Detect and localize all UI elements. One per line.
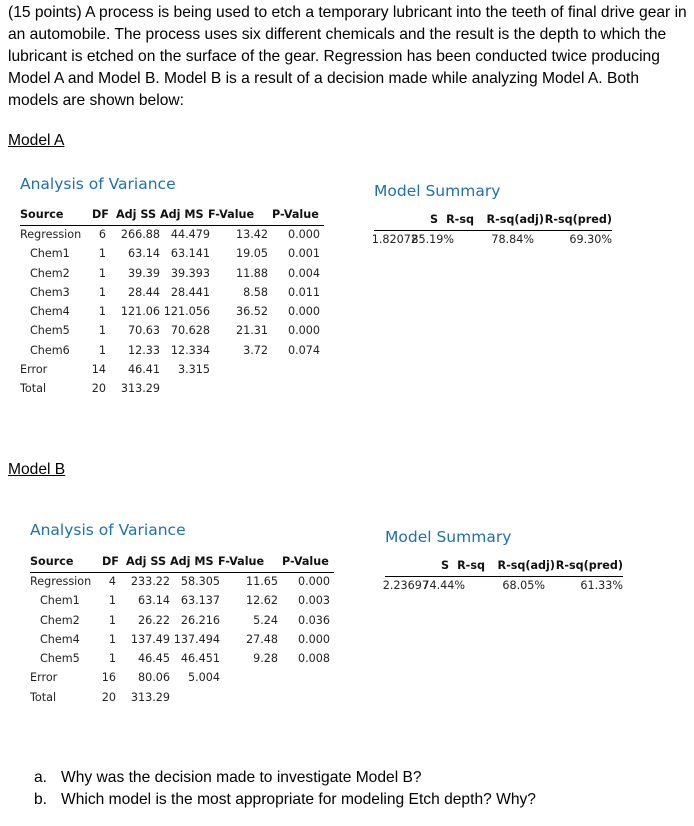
model-b-anova-cell: 0.003 xyxy=(297,594,330,608)
model-b-anova-cell: Chem4 xyxy=(40,632,80,646)
model-a-anova-row xyxy=(20,265,324,284)
model-a-summary-value: 78.84% xyxy=(491,233,534,246)
model-b-anova-header-row xyxy=(30,553,334,573)
model-a-anova-cell: 3.315 xyxy=(177,363,210,377)
model-a-anova-cell: Regression xyxy=(20,228,82,241)
model-a-anova-row xyxy=(20,226,324,245)
model-a-anova-cell: 63.14 xyxy=(127,247,160,261)
model-b-anova-cell: 58.305 xyxy=(180,575,220,588)
model-a-anova-col-header: Adj SS xyxy=(116,208,157,221)
model-a-anova-table xyxy=(20,206,324,400)
model-b-summary-col-header: R-sq(pred) xyxy=(555,559,623,572)
model-a-anova-cell: 0.004 xyxy=(287,266,320,280)
model-a-anova-cell: 12.334 xyxy=(170,343,210,357)
model-a-anova-cell: 20 xyxy=(91,382,106,396)
model-b-anova-col-header: DF xyxy=(102,555,119,568)
model-b-anova-cell: 26.216 xyxy=(180,613,220,627)
model-a-anova-col-header: Source xyxy=(20,208,64,221)
model-a-anova-cell: 0.000 xyxy=(287,324,320,338)
model-b-anova-cell: Chem2 xyxy=(40,613,80,627)
model-b-anova-cell: 233.22 xyxy=(130,575,170,588)
model-a-anova-cell: 1 xyxy=(98,285,106,299)
model-a-anova-cell: 46.41 xyxy=(127,363,160,377)
model-a-anova-cell: 1 xyxy=(98,305,106,319)
questions-list xyxy=(34,767,536,811)
model-a-anova-cell: 11.88 xyxy=(235,266,268,280)
model-b-summary-value: 61.33% xyxy=(580,579,623,592)
model-b-anova-row xyxy=(30,592,334,611)
model-b-summary-col-header: S xyxy=(440,559,449,572)
model-a-summary-header-row xyxy=(374,211,612,231)
model-b-anova-cell: 0.036 xyxy=(297,613,330,627)
model-a-anova-cell: 0.001 xyxy=(287,247,320,261)
model-a-anova-cell: 0.000 xyxy=(287,305,320,319)
model-b-summary-col-header: R-sq xyxy=(457,559,485,572)
model-a-anova-cell: Total xyxy=(20,382,47,396)
model-b-anova-row xyxy=(30,612,334,631)
model-a-summary-values-row xyxy=(371,231,612,250)
model-a-anova-cell: 39.393 xyxy=(170,266,210,280)
model-a-summary-col-header: R-sq(pred) xyxy=(544,213,612,226)
model-a-anova-cell: 63.141 xyxy=(170,247,210,261)
model-a-summary-col-header: R-sq(adj) xyxy=(486,213,544,226)
model-b-anova-title: Analysis of Variance xyxy=(30,521,186,539)
model-a-summary-value: 85.19% xyxy=(411,233,454,246)
model-b-anova-cell: 63.137 xyxy=(180,594,220,608)
model-b-anova-cell: 1 xyxy=(108,594,116,608)
model-b-anova-cell: 20 xyxy=(101,690,116,704)
model-a-anova-cell: 6 xyxy=(98,228,106,241)
model-a-anova-cell: 0.074 xyxy=(287,343,320,357)
model-b-anova-cell: 0.008 xyxy=(297,652,330,666)
model-a-anova-cell: 266.88 xyxy=(120,228,160,241)
model-b-anova-cell: 137.494 xyxy=(173,632,220,646)
model-a-anova-cell: 28.44 xyxy=(127,285,160,299)
model-a-anova-row xyxy=(20,284,324,303)
model-a-anova-cell: 3.72 xyxy=(243,343,268,357)
model-a-anova-row xyxy=(20,380,324,399)
model-b-summary-value: 2.23697 xyxy=(382,579,429,592)
model-b-anova-cell: 27.48 xyxy=(245,632,278,646)
model-a-summary-col-header: S xyxy=(429,213,438,226)
model-b-summary-header-row xyxy=(385,557,623,577)
model-a-anova-cell: 44.479 xyxy=(170,228,210,241)
model-b-anova-cell: 46.45 xyxy=(137,652,170,666)
model-a-anova-cell: 70.628 xyxy=(170,324,210,338)
model-b-anova-row xyxy=(30,631,334,650)
model-a-anova-cell: 0.000 xyxy=(287,228,320,241)
question-b xyxy=(34,789,536,811)
model-a-anova-cell: 1 xyxy=(98,324,106,338)
model-b-summary-title: Model Summary xyxy=(385,528,512,546)
model-b-anova-cell: Error xyxy=(30,671,58,685)
model-a-anova-cell: 313.29 xyxy=(120,382,160,396)
model-a-anova-cell: Chem2 xyxy=(30,266,70,280)
model-a-anova-cell: 19.05 xyxy=(235,247,268,261)
model-a-anova-title: Analysis of Variance xyxy=(20,175,176,193)
question-b-text: Which model is the most appropriate for modeling Etch depth? Why? xyxy=(61,791,536,808)
model-a-anova-col-header: Adj MS xyxy=(160,208,204,221)
model-a-anova-cell: 0.011 xyxy=(287,285,320,299)
model-b-anova-cell: 0.000 xyxy=(297,575,330,588)
question-a-letter: a. xyxy=(34,769,48,786)
model-b-heading: Model B xyxy=(8,461,66,478)
model-b-anova-cell: 5.24 xyxy=(253,613,278,627)
model-b-anova-cell: 137.49 xyxy=(130,632,170,646)
model-a-anova-cell: Chem3 xyxy=(30,285,70,299)
model-b-anova-cell: 4 xyxy=(108,575,116,588)
model-b-anova-cell: 16 xyxy=(101,671,116,685)
model-b-anova-cell: 12.62 xyxy=(245,594,278,608)
model-b-anova-row xyxy=(30,669,334,688)
model-a-anova-cell: 1 xyxy=(98,343,106,357)
model-a-anova-col-header: DF xyxy=(92,208,109,221)
model-a-heading: Model A xyxy=(8,132,65,149)
model-a-anova-cell: 28.441 xyxy=(170,285,210,299)
model-b-anova-cell: 1 xyxy=(108,613,116,627)
model-b-anova-cell: Regression xyxy=(30,575,92,588)
model-a-anova-cell: 121.06 xyxy=(120,305,160,319)
model-a-anova-row xyxy=(20,361,324,380)
model-b-anova-col-header: Adj SS xyxy=(126,555,167,568)
model-a-anova-cell: Chem1 xyxy=(30,247,70,261)
model-b-anova-cell: 11.65 xyxy=(245,575,278,588)
problem-intro: (15 points) A process is being used to etch a temporary lubricant into the teeth of final drive gear in an automobile. The process uses six different chemicals and the result is the depth to which the lubricant is etched on the surface of the gear. Regression has been conducted twice producing Model A and Model B. Model B is a result of a decision made while analyzing Model A. Both models are shown below: xyxy=(8,4,687,109)
model-b-anova-cell: 46.451 xyxy=(180,652,220,666)
model-a-anova-cell: 14 xyxy=(91,363,106,377)
model-b-anova-col-header: Adj MS xyxy=(170,555,214,568)
model-b-anova-row xyxy=(30,650,334,669)
model-a-anova-col-header: P-Value xyxy=(272,208,319,221)
model-b-anova-row xyxy=(30,573,334,592)
model-b-anova-table xyxy=(30,553,334,708)
model-a-anova-row xyxy=(20,303,324,322)
model-a-anova-cell: 36.52 xyxy=(235,305,268,319)
model-a-anova-header-row xyxy=(20,206,324,226)
model-b-anova-col-header: F-Value xyxy=(218,555,265,568)
model-a-summary-title: Model Summary xyxy=(374,182,501,200)
model-a-anova-cell: 1 xyxy=(98,247,106,261)
model-a-anova-cell: Error xyxy=(20,363,48,377)
model-a-anova-cell: Chem6 xyxy=(30,343,70,357)
model-a-summary-value: 1.82072 xyxy=(371,233,418,246)
model-b-anova-cell: 26.22 xyxy=(137,613,170,627)
model-a-anova-cell: 39.39 xyxy=(127,266,160,280)
model-a-anova-row xyxy=(20,342,324,361)
question-a-text: Why was the decision made to investigate Model B? xyxy=(61,769,422,786)
model-b-anova-cell: Chem5 xyxy=(40,652,80,666)
question-a xyxy=(34,767,536,789)
model-a-anova-cell: Chem4 xyxy=(30,305,70,319)
model-b-anova-cell: Total xyxy=(30,690,57,704)
model-b-anova-cell: 313.29 xyxy=(130,690,170,704)
model-a-anova-row xyxy=(20,245,324,264)
model-a-anova-cell: 70.63 xyxy=(127,324,160,338)
model-b-anova-cell: 0.000 xyxy=(297,632,330,646)
model-b-summary-col-header: R-sq(adj) xyxy=(497,559,555,572)
model-b-anova-cell: 80.06 xyxy=(137,671,170,685)
model-b-summary-values-row xyxy=(382,577,623,596)
model-b-summary-value: 74.44% xyxy=(422,579,465,592)
model-b-anova-cell: 1 xyxy=(108,632,116,646)
model-a-summary-value: 69.30% xyxy=(569,233,612,246)
model-a-anova-cell: 121.056 xyxy=(163,305,210,319)
model-b-anova-cell: 5.004 xyxy=(187,671,220,685)
model-b-anova-cell: 1 xyxy=(108,652,116,666)
model-b-anova-col-header: P-Value xyxy=(282,555,329,568)
model-a-anova-cell: 13.42 xyxy=(235,228,268,241)
model-b-anova-row xyxy=(30,689,334,708)
model-b-anova-cell: Chem1 xyxy=(40,594,80,608)
model-a-anova-col-header: F-Value xyxy=(208,208,255,221)
model-a-summary-table xyxy=(371,211,612,250)
model-a-summary-col-header: R-sq xyxy=(446,213,474,226)
model-b-summary-table xyxy=(382,557,623,596)
question-b-letter: b. xyxy=(34,791,48,808)
model-a-anova-cell: 1 xyxy=(98,266,106,280)
model-b-anova-cell: 9.28 xyxy=(253,652,278,666)
model-a-anova-cell: 8.58 xyxy=(243,285,268,299)
model-a-anova-cell: 12.33 xyxy=(127,343,160,357)
model-a-anova-row xyxy=(20,322,324,341)
model-a-anova-cell: Chem5 xyxy=(30,324,70,338)
model-b-anova-col-header: Source xyxy=(30,555,74,568)
model-b-anova-cell: 63.14 xyxy=(137,594,170,608)
model-a-anova-cell: 21.31 xyxy=(235,324,268,338)
model-b-summary-value: 68.05% xyxy=(502,579,545,592)
